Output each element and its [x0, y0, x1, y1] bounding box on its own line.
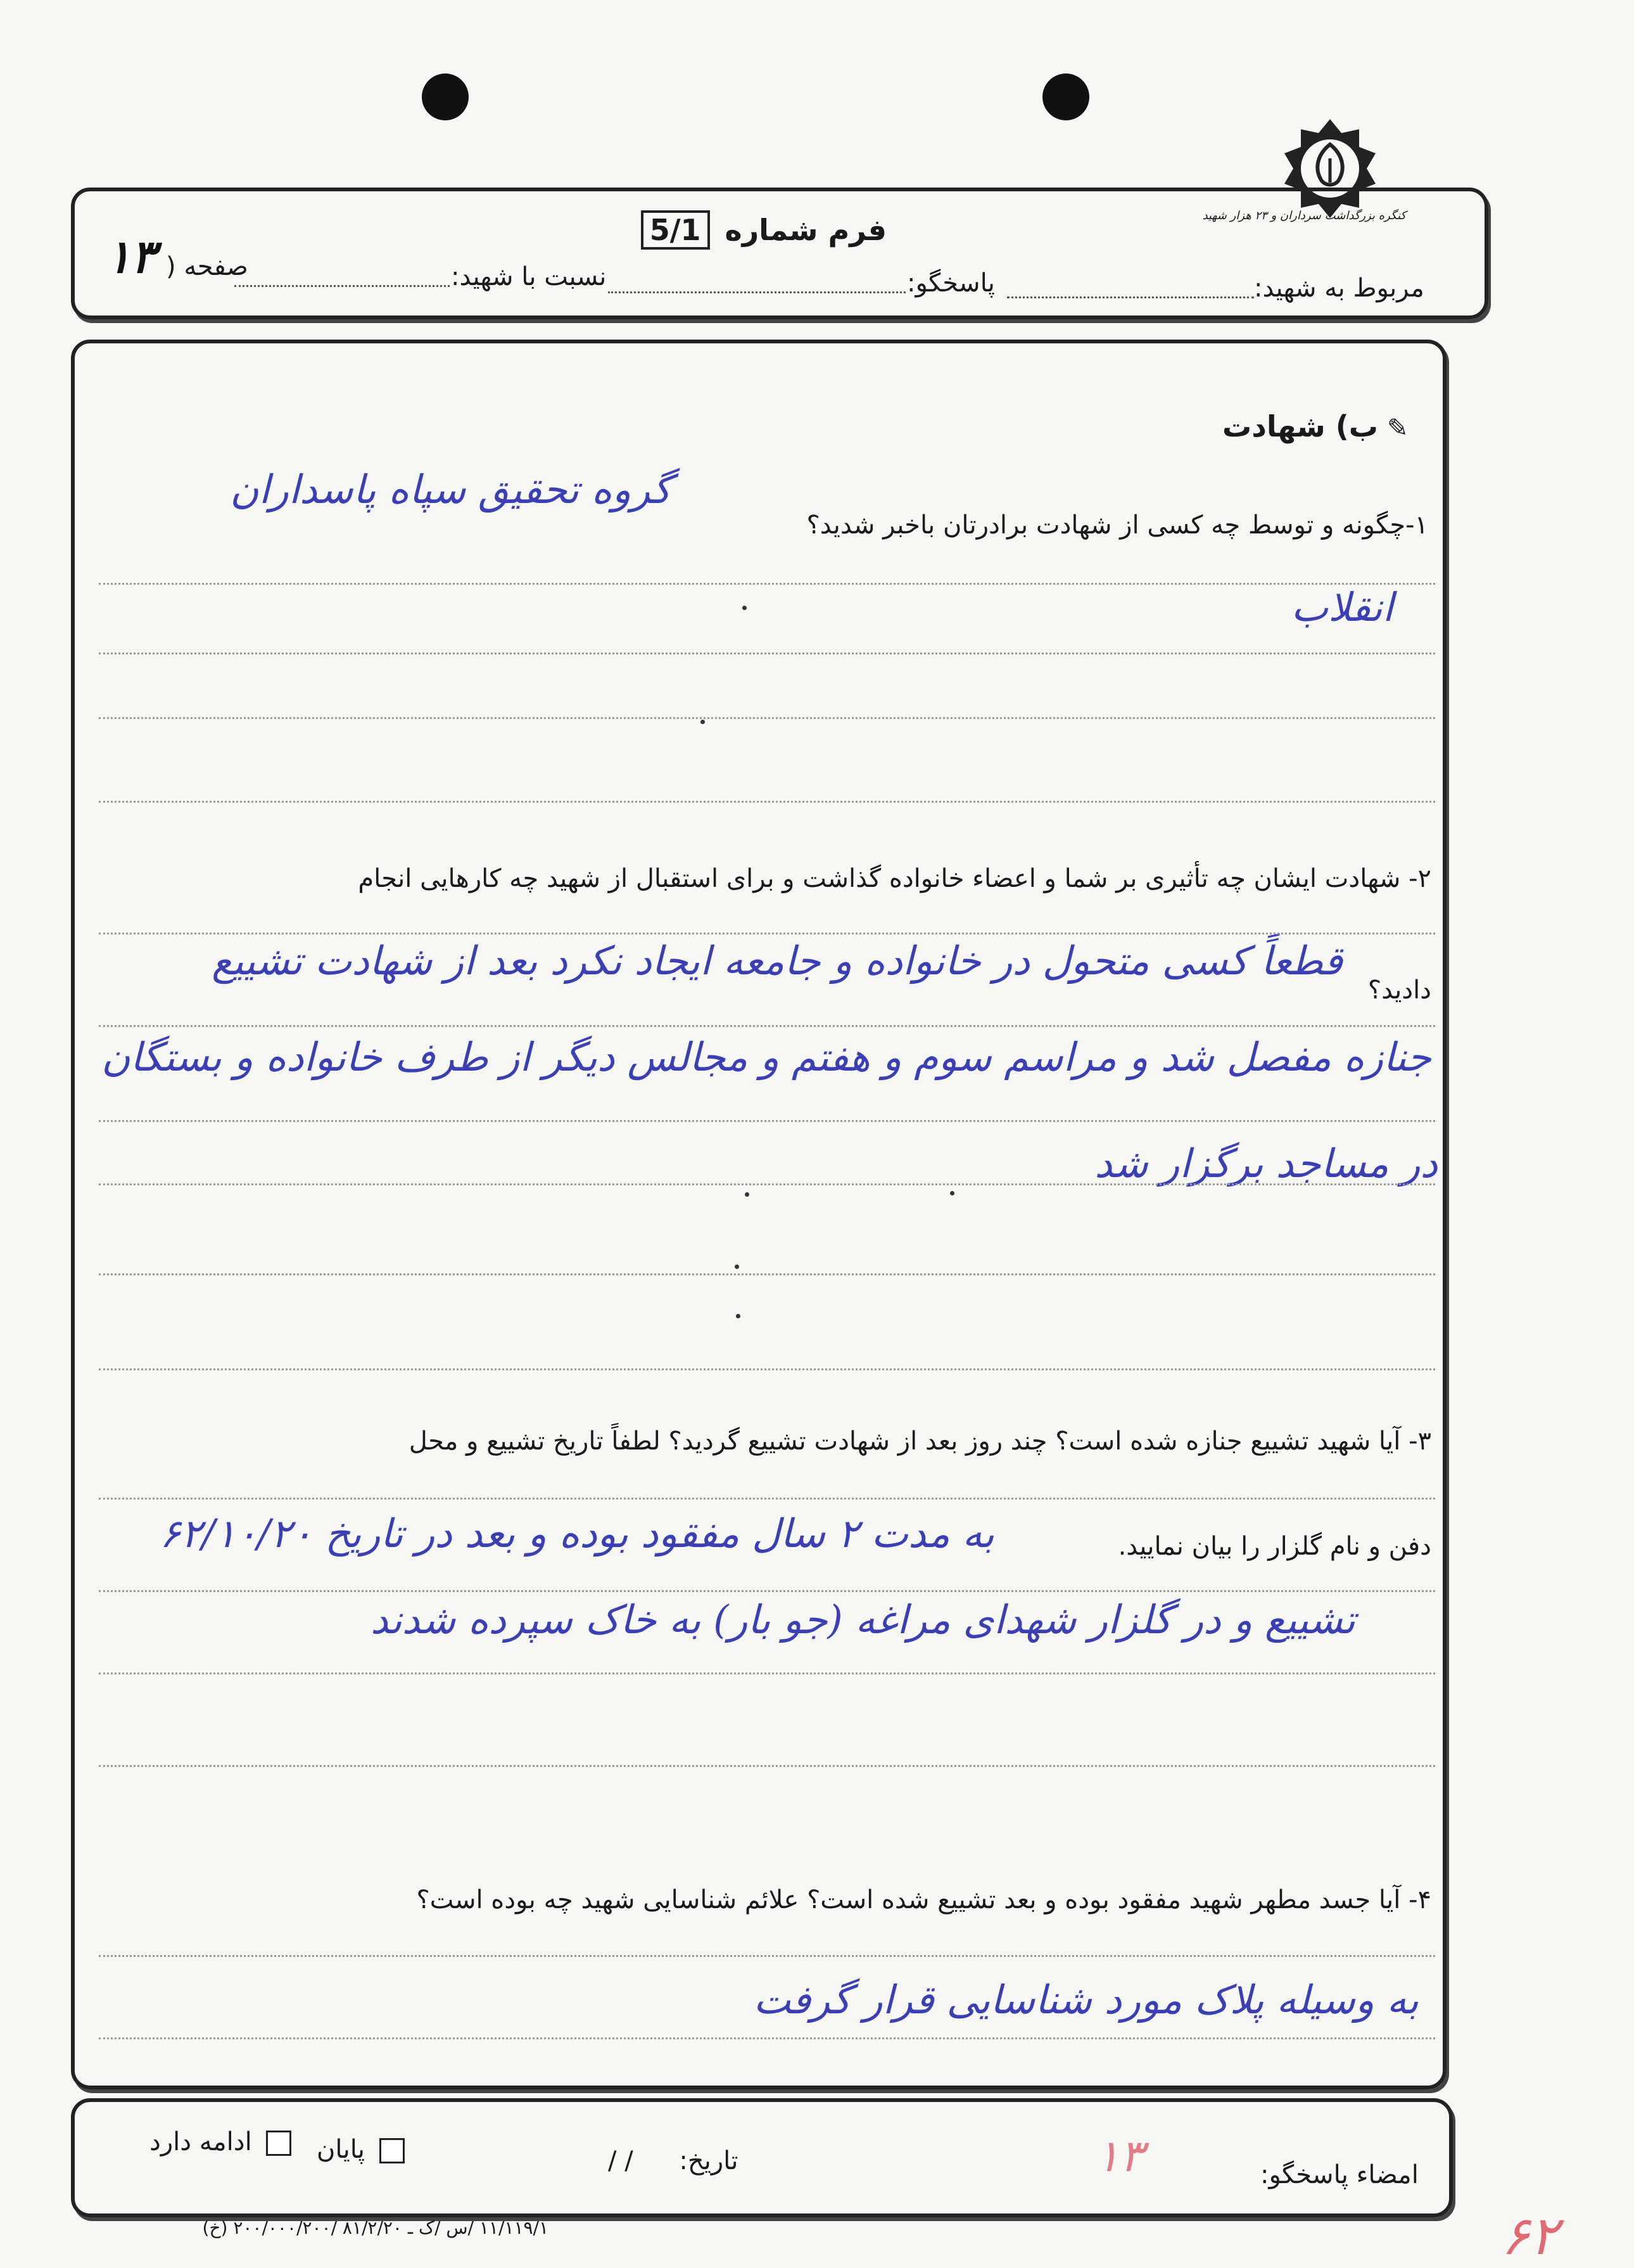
form-number: 5/1 — [641, 210, 710, 250]
answer-line — [99, 717, 1435, 719]
scan-speck — [742, 606, 747, 610]
answer-line — [99, 1120, 1435, 1122]
continues-label: ادامه دارد — [149, 2127, 252, 2157]
answer-4-line-1: به وسیله پلاک مورد شناسایی قرار گرفت — [753, 1977, 1419, 2023]
answer-line — [99, 1183, 1435, 1185]
answer-1-line-1: گروه تحقیق سپاه پاسداران — [230, 466, 671, 513]
question-3: ۳- آیا شهید تشییع جنازه شده است؟ چند روز بعد از شهادت تشییع گردید؟ لطفاً تاریخ تشییع و محل — [408, 1427, 1431, 1456]
question-1: ۱-چگونه و توسط چه کسی از شهادت برادرتان باخبر شدید؟ — [806, 511, 1428, 540]
continues-checkbox[interactable] — [266, 2131, 291, 2156]
answer-line — [99, 1765, 1435, 1767]
answer-line — [99, 583, 1435, 585]
section-title — [1222, 409, 1409, 443]
question-2-continued: دادید؟ — [1367, 976, 1431, 1005]
answer-line — [99, 1955, 1435, 1957]
logo-caption: کنگره بزرگداشت سرداران و ۲۳ هزار شهید — [1202, 209, 1406, 222]
signature-field — [1260, 2160, 1419, 2189]
martyr-label: مربوط به شهید: — [1254, 274, 1424, 303]
answer-3-line-2: تشییع و در گلزار شهدای مراغه (جو بار) به خاک سپرده شدند — [370, 1596, 1355, 1643]
end-checkbox[interactable] — [379, 2138, 405, 2163]
relation-value-line[interactable] — [234, 285, 450, 287]
pen-icon: ✎ — [1386, 414, 1409, 443]
section-title-text: ب) شهادت — [1222, 409, 1378, 443]
answer-line — [99, 1498, 1435, 1500]
end-label: پایان — [317, 2135, 365, 2164]
scan-speck — [735, 1265, 739, 1269]
answer-2-line-3: در مساجد برگزار شد — [1094, 1140, 1438, 1187]
respondent-field — [907, 269, 995, 298]
answer-line — [99, 801, 1435, 803]
answer-line — [99, 1368, 1435, 1370]
scan-speck — [950, 1191, 954, 1195]
scan-speck — [736, 1314, 740, 1318]
question-2: ۲- شهادت ایشان چه تأثیری بر شما و اعضاء خانواده گذاشت و برای استقبال از شهید چه کارهایی انجام — [358, 864, 1431, 893]
binder-hole-left — [422, 73, 469, 120]
scan-speck — [700, 720, 705, 724]
answer-line — [99, 2037, 1435, 2039]
form-code: ۱۱/۱۱۹/۱ /س /ک ـ ۸۱/۲/۲۰ /۲۰۰/۰۰۰/۲۰۰ (خ) — [202, 2217, 548, 2238]
answer-2-line-1: قطعاً کسی متحول در خانواده و جامعه ایجاد نکرد بعد از شهادت تشییع — [212, 938, 1343, 984]
answer-line — [99, 1025, 1435, 1027]
page-label: صفحه ( — [166, 252, 248, 281]
form-title — [649, 210, 887, 250]
footer-box — [71, 2098, 1453, 2217]
page-corner-number: ۶۲ — [1501, 2205, 1559, 2267]
continues-option[interactable] — [149, 2127, 291, 2157]
answer-1-line-2: انقلاب — [1291, 584, 1393, 630]
binder-hole-right — [1042, 73, 1089, 120]
respondent-label: پاسخگو: — [907, 269, 995, 298]
answer-line — [99, 1672, 1435, 1674]
signature-mark: ۱۳ — [1096, 2130, 1144, 2182]
form-label: فرم شماره — [725, 213, 887, 247]
answer-line — [99, 1590, 1435, 1592]
question-3-continued: دفن و نام گلزار را بیان نمایید. — [1118, 1532, 1431, 1561]
martyr-field — [1254, 274, 1424, 303]
page-number: ۱۳ — [106, 229, 156, 283]
signature-label: امضاء پاسخگو: — [1260, 2160, 1419, 2189]
martyr-value-line[interactable] — [1007, 296, 1254, 298]
date-value[interactable]: / / — [608, 2146, 633, 2176]
answer-2-line-2: جنازه مفصل شد و مراسم سوم و هفتم و مجالس دیگر از طرف خانواده و بستگان — [101, 1034, 1431, 1080]
date-label: تاریخ: — [679, 2146, 738, 2176]
question-4: ۴- آیا جسد مطهر شهید مفقود بوده و بعد تشییع شده است؟ علائم شناسایی شهید چه بوده است؟ — [416, 1885, 1431, 1914]
scan-speck — [745, 1192, 749, 1197]
end-option[interactable] — [317, 2135, 405, 2164]
relation-field — [451, 262, 606, 291]
date-field — [608, 2146, 738, 2176]
answer-3-line-1: به مدت ۲ سال مفقود بوده و بعد در تاریخ ۶۲/۱۰/۲۰ — [159, 1510, 994, 1557]
answer-line — [99, 933, 1435, 934]
respondent-value-line[interactable] — [608, 291, 906, 293]
answer-line — [99, 1273, 1435, 1275]
relation-label: نسبت با شهید: — [451, 262, 607, 291]
answer-line — [99, 653, 1435, 654]
